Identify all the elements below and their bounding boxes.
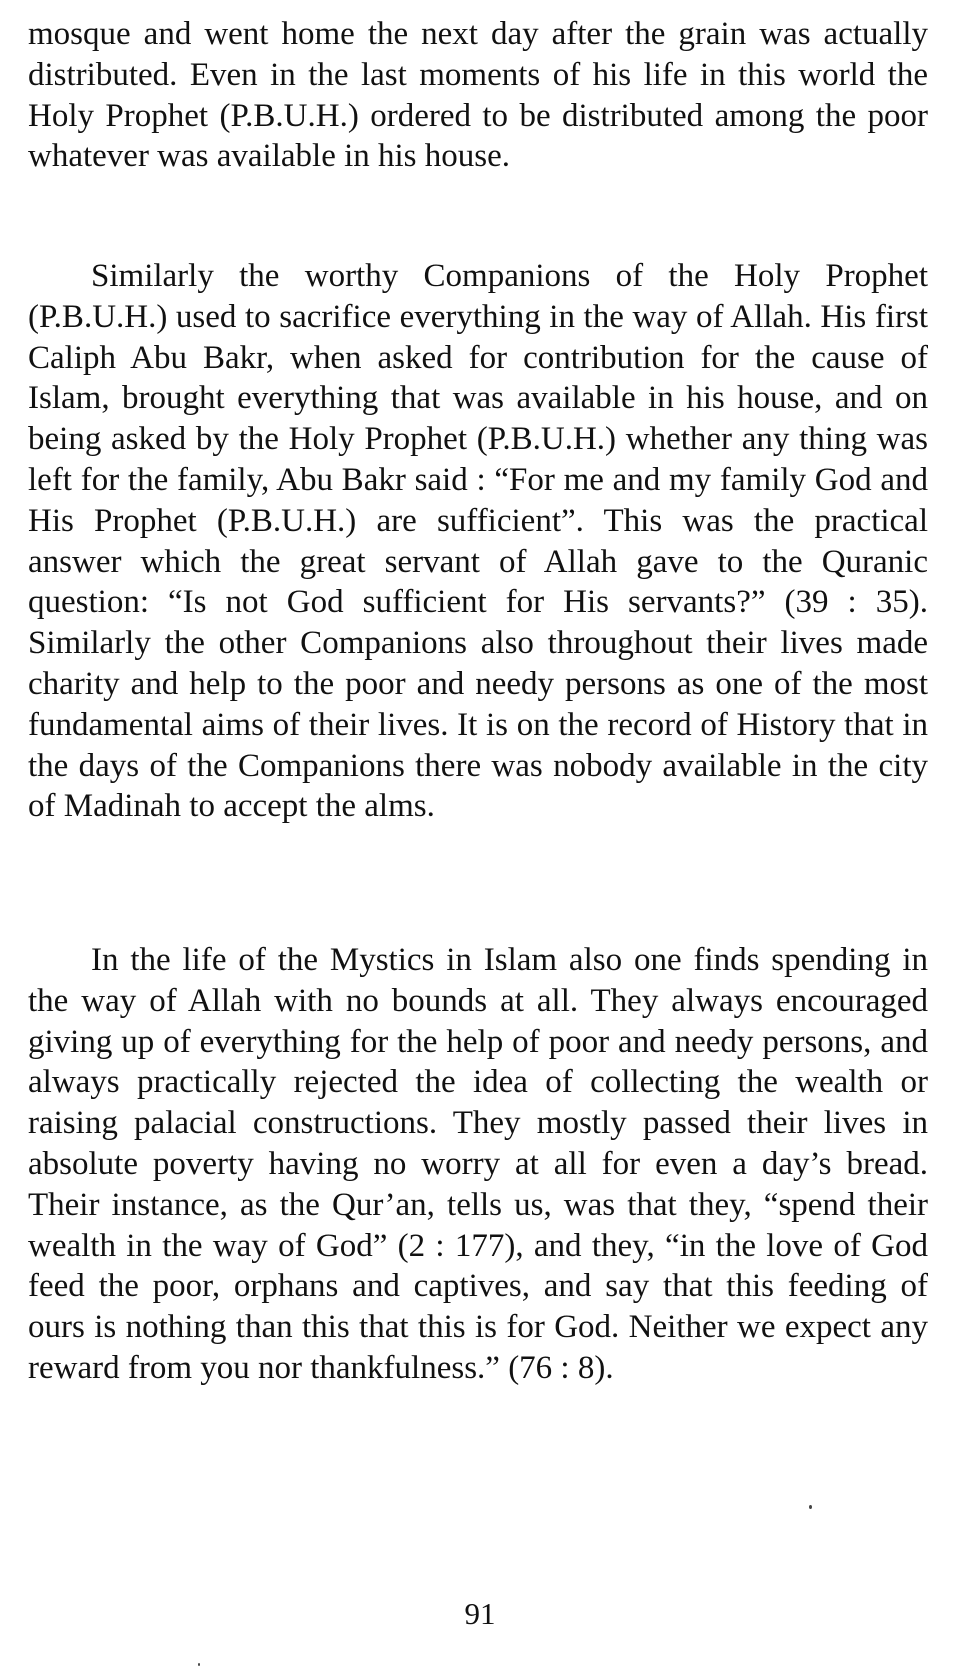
scan-speck [198, 1663, 200, 1666]
paragraph-continuation: mosque and went home the next day after the grain was actually distributed. Even in the last moments of his life in this world the Holy Prophet (P.B.U.H.) ordered to be distributed among the poor whatever was available in his house. [28, 16, 928, 175]
scan-speck [809, 1505, 812, 1509]
page-number: 91 [464, 1596, 496, 1631]
paragraph-companions: Similarly the worthy Companions of the Holy Prophet (P.B.U.H.) used to sacrifice everything in the way of Allah. His first Caliph Abu Bakr, when asked for contribution for the cause of Islam, brought everything that was available in his house, and on being asked by the Holy Prophet (P.B.U.H.) whether any thing was left for the family, Abu Bakr said : “For me and my family God and His Prophet (P.B.U.H.) are sufficient”. This was the practical answer which the great servant of Allah gave to the Quranic question: “Is not God sufficient for His servants?” (39 : 35). Similarly the other Companions also throughout their lives made charity and help to the poor and needy persons as one of the most fundamental aims of their lives. It is on the record of History that in the days of the Companions there was nobody available in the city of Madinah to accept the alms. [28, 258, 928, 825]
paragraph-mystics: In the life of the Mystics in Islam also one finds spending in the way of Allah with no bounds at all. They always encouraged giving up of everything for the help of poor and needy persons, and always practically rejected the idea of collecting the wealth or raising palacial constructions. They mostly passed their lives in absolute poverty having no worry at all for even a day’s bread. Their instance, as the Qur’an, tells us, was that they, “spend their wealth in the way of God” (2 : 177), and they, “in the love of God feed the poor, orphans and captives, and say that this feeding of ours is nothing than this that this is for God. Neither we expect any reward from you nor thankfulness.” (76 : 8). [28, 942, 928, 1386]
